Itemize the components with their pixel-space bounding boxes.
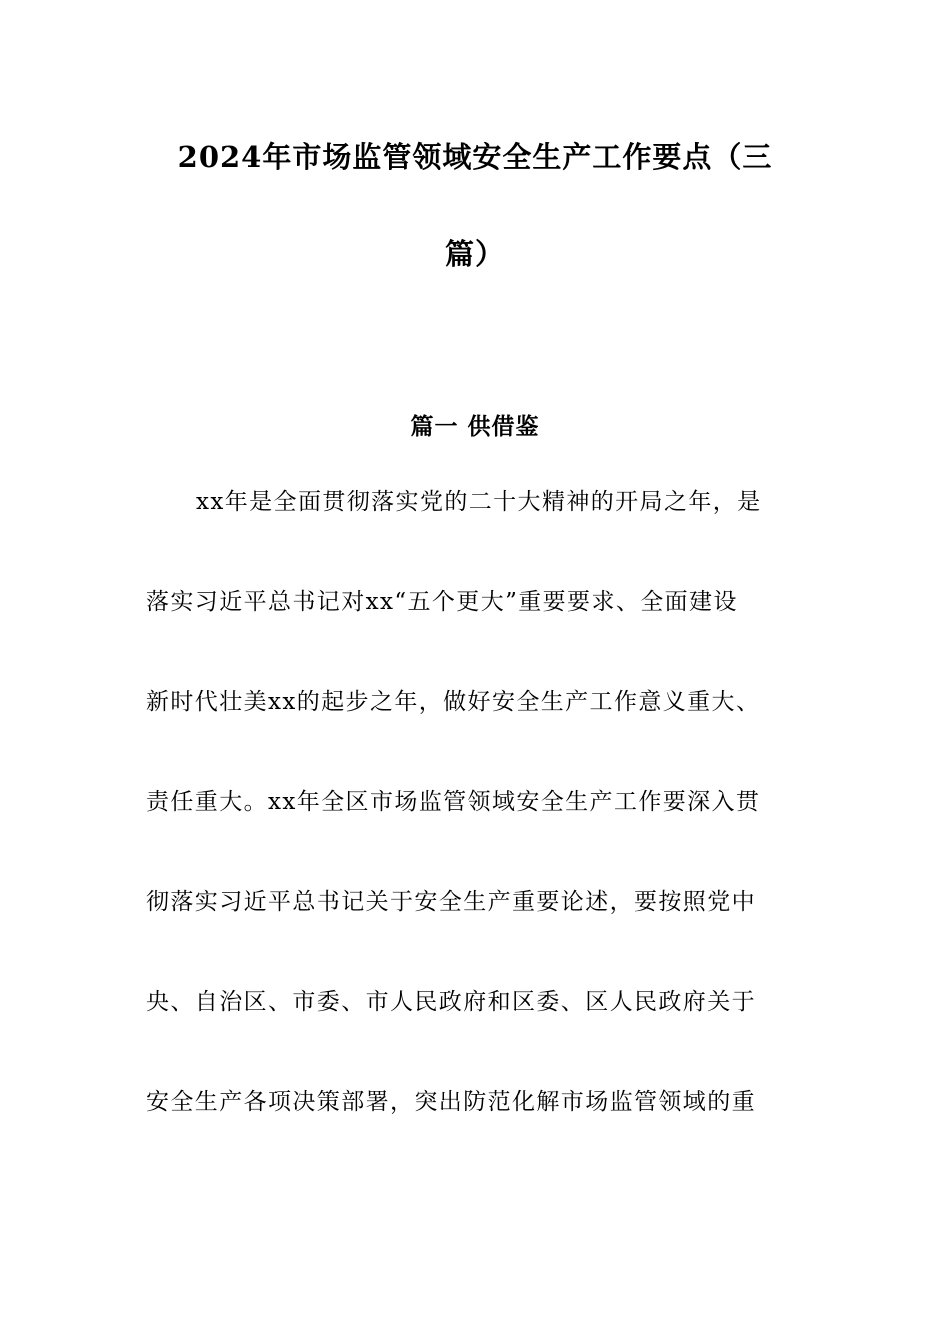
section-heading: 篇一 供借鉴	[410, 413, 540, 440]
paragraph-line: 彻落实习近平总书记关于安全生产重要论述，要按照党中	[146, 889, 756, 915]
body-paragraph	[146, 480, 796, 1180]
paragraph-line: 落实习近平总书记对xx“五个更大”重要要求、全面建设	[146, 589, 738, 615]
document-title-line-2: 篇）	[444, 237, 505, 271]
paragraph-line: 安全生产各项决策部署，突出防范化解市场监管领域的重	[146, 1089, 756, 1115]
paragraph-line: 责任重大。xx年全区市场监管领域安全生产工作要深入贯	[146, 789, 761, 815]
paragraph-line: xx年是全面贯彻落实党的二十大精神的开局之年，是	[196, 489, 762, 515]
paragraph-line: 央、自治区、市委、市人民政府和区委、区人民政府关于	[146, 989, 756, 1015]
paragraph-line: 新时代壮美xx的起步之年，做好安全生产工作意义重大、	[146, 689, 761, 715]
document-title-line-1: 2024年市场监管领域安全生产工作要点（三	[177, 140, 773, 174]
